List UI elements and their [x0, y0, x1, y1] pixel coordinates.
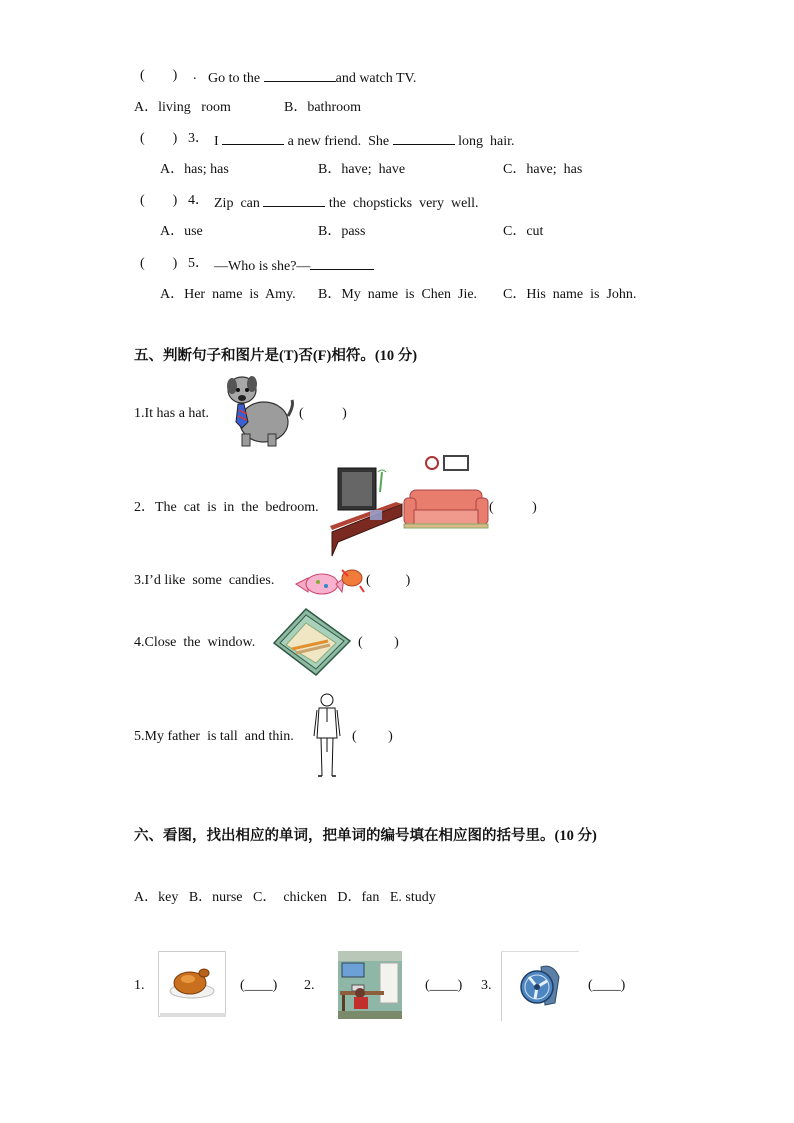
fill-blank[interactable] [222, 130, 284, 145]
picture-number: 2. [304, 978, 315, 993]
answer-paren[interactable]: (____) [425, 978, 463, 993]
option-c[interactable]: C．have; has [503, 162, 583, 177]
answer-paren[interactable]: ( ) [140, 256, 178, 271]
statement-text: 2．The cat is in the bedroom. [134, 500, 319, 515]
option-b[interactable]: B．My name is Chen Jie. [318, 287, 478, 302]
question-number: 5． [188, 256, 209, 271]
answer-paren[interactable]: ( ) [366, 573, 411, 588]
option-c[interactable]: C．cut [503, 224, 544, 239]
answer-paren[interactable]: ( ) [299, 406, 347, 421]
fill-blank[interactable] [264, 67, 336, 82]
fill-blank[interactable] [393, 130, 455, 145]
answer-paren[interactable]: ( ) [358, 635, 399, 650]
picture-number: 1. [134, 978, 145, 993]
statement-text: 4.Close the window. [134, 635, 256, 650]
picture-number: 3. [481, 978, 492, 993]
answer-paren[interactable]: ( ) [140, 131, 178, 146]
question-number: 4． [188, 193, 209, 208]
section-heading: 六、看图，找出相应的单词，把单词的编号填在相应图的括号里。(10 分) [134, 828, 597, 844]
answer-paren[interactable]: (____) [588, 978, 626, 993]
answer-paren[interactable]: ( ) [140, 193, 178, 208]
question-stem: Go to the and watch TV. [208, 67, 416, 88]
answer-paren[interactable]: (____) [240, 978, 278, 993]
study-room-picture [338, 951, 402, 1019]
dog-with-tie-picture [220, 372, 296, 448]
question-stem: I a new friend. She long hair. [214, 130, 515, 151]
answer-paren[interactable]: ( ) [352, 729, 393, 744]
fill-blank[interactable] [310, 255, 374, 270]
statement-text: 1.It has a hat. [134, 406, 210, 421]
statement-text: 5.My father is tall and thin. [134, 729, 294, 744]
option-a[interactable]: A．living room [134, 100, 231, 115]
roast-chicken-picture [158, 951, 226, 1017]
option-a[interactable]: A．Her name is Amy. [160, 287, 296, 302]
pencil-box-picture [270, 605, 352, 679]
answer-paren[interactable]: ( ) [489, 500, 537, 515]
option-a[interactable]: A．has; has [160, 162, 229, 177]
option-c[interactable]: C．His name is John. [503, 287, 637, 302]
option-b[interactable]: B．have; have [318, 162, 406, 177]
option-a[interactable]: A．use [160, 224, 203, 239]
answer-paren[interactable]: ( ) [140, 68, 178, 83]
option-b[interactable]: B．bathroom [284, 100, 361, 115]
tall-man-picture [312, 692, 342, 778]
question-stem: —Who is she?— [214, 255, 374, 276]
word-bank: A．key B．nurse C． chicken D．fan E. study [134, 890, 436, 905]
statement-text: 3.I’d like some candies. [134, 573, 275, 588]
living-room-picture [330, 452, 490, 558]
candy-picture [294, 562, 366, 598]
electric-fan-picture [501, 951, 579, 1021]
fill-blank[interactable] [263, 192, 325, 207]
question-number: 3． [188, 131, 209, 146]
question-number: . [193, 68, 197, 83]
section-heading: 五、判断句子和图片是(T)否(F)相符。(10 分) [134, 348, 418, 364]
option-b[interactable]: B．pass [318, 224, 366, 239]
question-stem: Zip can the chopsticks very well. [214, 192, 479, 213]
